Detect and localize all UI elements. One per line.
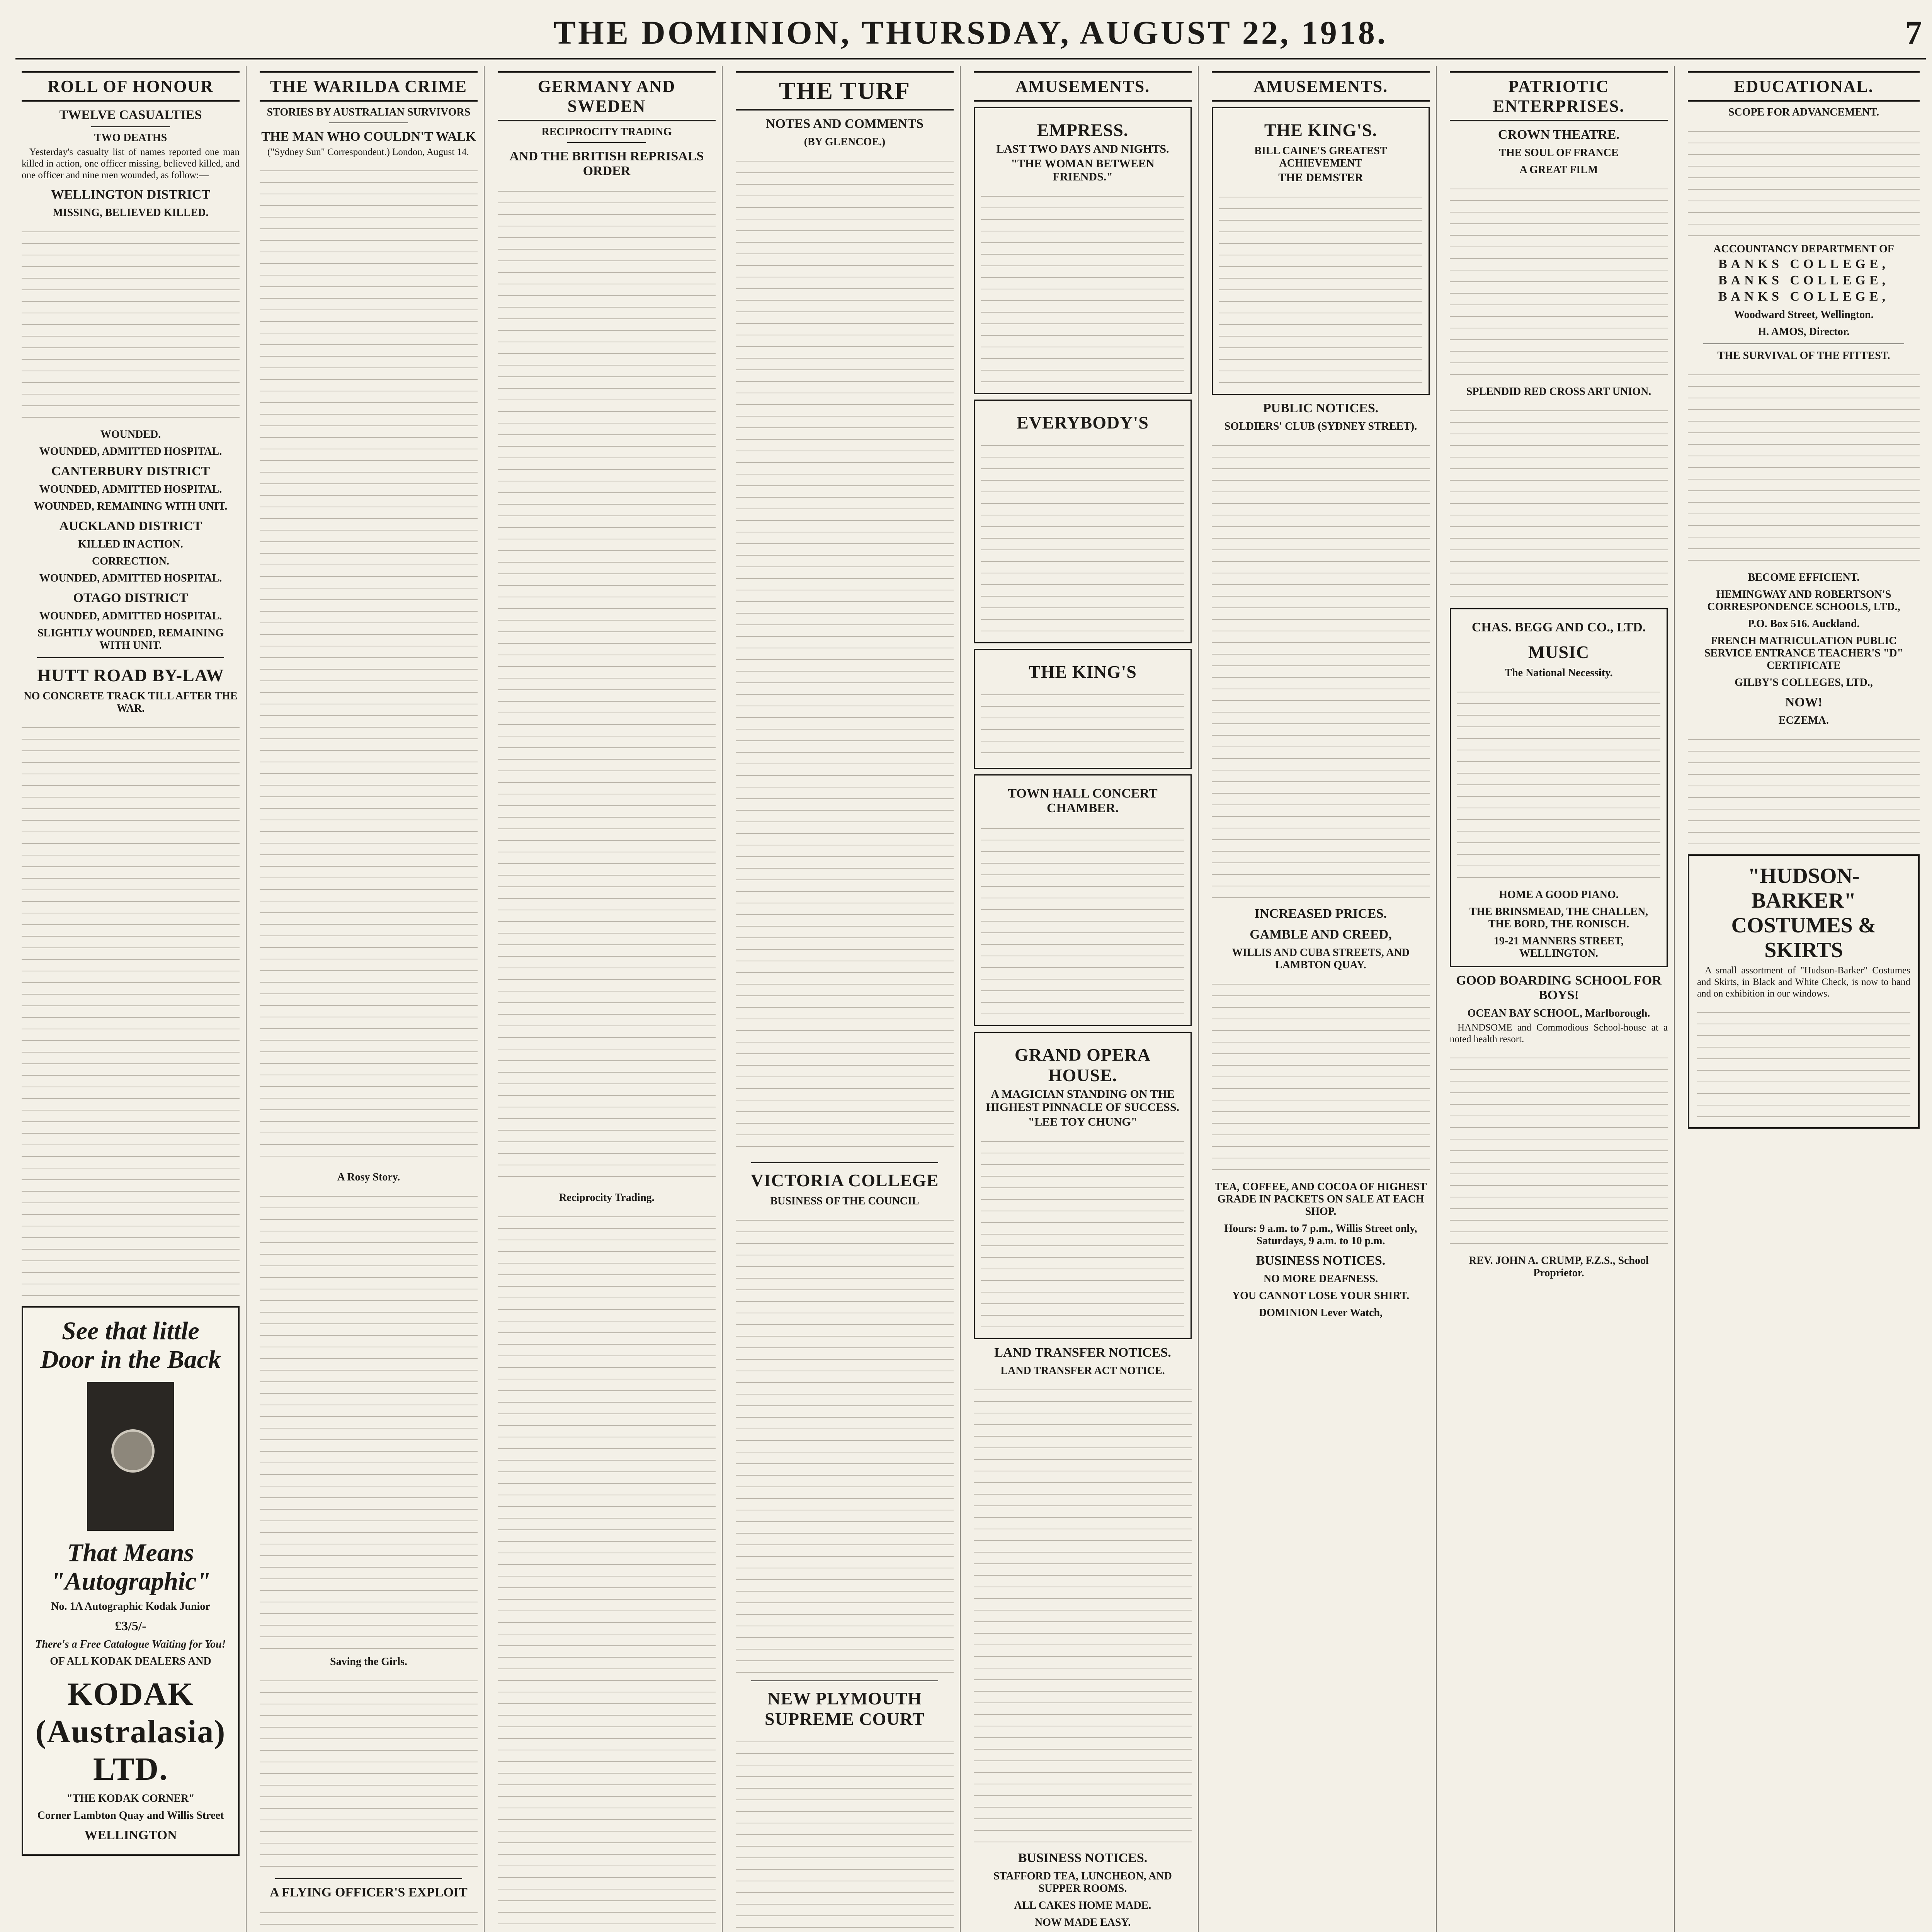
council-subhead: BUSINESS OF THE COUNCIL	[770, 1195, 919, 1207]
auckland-wounded-heading: WOUNDED, ADMITTED HOSPITAL.	[39, 572, 222, 584]
scope-line: SCOPE FOR ADVANCEMENT.	[1728, 106, 1879, 118]
proprietor-line: REV. JOHN A. CRUMP, F.Z.S., School Proprietor.	[1469, 1255, 1649, 1279]
deafness-heading: NO MORE DEAFNESS.	[1263, 1273, 1378, 1285]
soldiers-club-accounts	[1212, 437, 1430, 900]
ocean-bay-line: OCEAN BAY SCHOOL, Marlborough.	[1467, 1007, 1650, 1019]
column-amusements-2	[1206, 66, 1437, 1932]
manners-street-line: 19-21 MANNERS STREET, WELLINGTON.	[1493, 935, 1624, 959]
begg-music-ad	[1450, 608, 1668, 967]
rosy-story-article	[260, 1187, 478, 1651]
rosy-story-subhead: A Rosy Story.	[337, 1171, 400, 1183]
turf-subhead: NOTES AND COMMENTS	[765, 117, 924, 131]
increased-prices-heading: INCREASED PRICES.	[1255, 906, 1387, 921]
land-transfer-notices-heading: LAND TRANSFER NOTICES.	[994, 1345, 1171, 1360]
empress-line-1: LAST TWO DAYS AND NIGHTS.	[996, 143, 1169, 155]
business-notices-heading: BUSINESS NOTICES.	[1018, 1851, 1148, 1865]
survival-heading: THE SURVIVAL OF THE FITTEST.	[1717, 350, 1890, 362]
roll-of-honour-heading: ROLL OF HONOUR	[22, 71, 240, 102]
kodak-camera-illustration	[87, 1382, 174, 1531]
town-hall-ad	[974, 774, 1192, 1026]
reciprocity-trading-subhead: Reciprocity Trading.	[559, 1192, 655, 1204]
director-line: H. AMOS, Director.	[1758, 326, 1850, 338]
land-transfer-act-heading: LAND TRANSFER ACT NOTICE.	[1000, 1365, 1165, 1377]
germany-sweden-heading: GERMANY AND SWEDEN	[498, 71, 716, 121]
public-notices-heading: PUBLIC NOTICES.	[1263, 401, 1379, 415]
canterbury-remaining-heading: WOUNDED, REMAINING WITH UNIT.	[34, 500, 228, 512]
turf-heading: THE TURF	[736, 71, 954, 111]
banks-college-line: BANKS COLLEGE,	[1718, 289, 1889, 304]
turf-byline: (BY GLENCOE.)	[804, 136, 886, 148]
canterbury-district-heading: CANTERBURY DISTRICT	[51, 464, 210, 478]
banks-college-line: BANKS COLLEGE,	[1718, 257, 1889, 271]
eczema-text	[1688, 731, 1920, 847]
soldiers-club-heading: SOLDIERS' CLUB (SYDNEY STREET).	[1224, 420, 1417, 432]
accountancy-dept-line: ACCOUNTANCY DEPARTMENT OF	[1713, 243, 1894, 255]
national-necessity-line: The National Necessity.	[1505, 667, 1613, 679]
hemingway-line: HEMINGWAY AND ROBERTSON'S CORRESPONDENCE SCHOOLS, LTD.,	[1707, 588, 1900, 613]
crown-theatre-details	[1450, 180, 1668, 381]
costume-body: A small assortment of "Hudson-Barker" Costumes and Skirts, in Black and White Check, is now to hand and on exhibition in our windows.	[1697, 965, 1910, 999]
amusements-heading-2: AMUSEMENTS.	[1212, 71, 1430, 102]
auckland-correction-heading: CORRECTION.	[92, 555, 169, 567]
gamble-creed-heading: GAMBLE AND CREED,	[1250, 927, 1392, 942]
wounded-heading: WOUNDED.	[100, 429, 161, 440]
town-hall-details	[981, 820, 1184, 1020]
empress-details	[981, 187, 1184, 388]
auckland-killed-heading: KILLED IN ACTION.	[78, 538, 183, 550]
newspaper-title: THE DOMINION, THURSDAY, AUGUST 22, 1918.	[553, 14, 1388, 51]
kodak-headline-3: "Autographic"	[50, 1567, 211, 1595]
everybodys-ad	[974, 400, 1192, 643]
gamble-creed-text	[1212, 975, 1430, 1176]
column-roll-of-honour	[15, 66, 247, 1932]
empress-title: EMPRESS.	[1037, 120, 1129, 140]
warilda-heading: THE WARILDA CRIME	[260, 71, 478, 102]
costume-title: "HUDSON-BARKER" COSTUMES & SKIRTS	[1731, 864, 1876, 962]
grand-opera-details	[981, 1133, 1184, 1333]
divider	[91, 126, 170, 127]
patriotic-heading: PATRIOTIC ENTERPRISES.	[1450, 71, 1668, 121]
divider	[567, 142, 646, 143]
kings-theatre-details	[1219, 188, 1422, 389]
divider	[751, 1162, 938, 1163]
warilda-article	[260, 162, 478, 1167]
saving-girls-subhead: Saving the Girls.	[330, 1656, 407, 1668]
turf-article	[736, 152, 954, 1157]
kings-theatre-ad	[1212, 107, 1430, 395]
stafford-heading: STAFFORD TEA, LUNCHEON, AND SUPPER ROOMS.	[993, 1870, 1172, 1895]
gamble-creed-address: WILLIS AND CUBA STREETS, AND LAMBTON QUAY.	[1232, 947, 1410, 971]
survival-text	[1688, 366, 1920, 567]
column-amusements-1	[968, 66, 1199, 1932]
hutt-road-article	[22, 719, 240, 1298]
flying-officer-article	[260, 1904, 478, 1932]
kodak-free-catalogue: There's a Free Catalogue Waiting for You!	[35, 1638, 226, 1650]
divider	[751, 1680, 938, 1681]
empress-line-2: "THE WOMAN BETWEEN FRIENDS."	[1011, 157, 1155, 183]
everybodys-title: EVERYBODY'S	[1017, 413, 1149, 432]
french-matriculation-line: FRENCH MATRICULATION PUBLIC SERVICE ENTRANCE TEACHER'S "D" CERTIFICATE	[1704, 635, 1903, 672]
kodak-dealers: OF ALL KODAK DEALERS AND	[50, 1655, 211, 1667]
new-plymouth-heading: NEW PLYMOUTH SUPREME COURT	[765, 1689, 925, 1729]
po-box-line: P.O. Box 516. Auckland.	[1748, 618, 1860, 630]
reciprocity-subhead: RECIPROCITY TRADING	[541, 126, 672, 138]
masthead	[15, 12, 1926, 60]
canterbury-wounded-heading: WOUNDED, ADMITTED HOSPITAL.	[39, 483, 222, 495]
dominion-watch-heading: DOMINION Lever Watch,	[1259, 1307, 1383, 1319]
tea-coffee-line: TEA, COFFEE, AND COCOA OF HIGHEST GRADE IN PACKETS ON SALE AT EACH SHOP.	[1214, 1181, 1427, 1218]
divider	[329, 122, 408, 123]
home-piano-line: HOME A GOOD PIANO.	[1499, 889, 1619, 901]
shirt-heading: YOU CANNOT LOSE YOUR SHIRT.	[1232, 1290, 1410, 1302]
grand-opera-title: GRAND OPERA HOUSE.	[1014, 1045, 1151, 1085]
amusements-heading: AMUSEMENTS.	[974, 71, 1192, 102]
piano-brands-line: THE BRINSMEAD, THE CHALLEN, THE BORD, THE RONISCH.	[1469, 906, 1648, 930]
casualty-list	[22, 223, 240, 424]
hutt-road-subhead: NO CONCRETE TRACK TILL AFTER THE WAR.	[24, 690, 238, 714]
educational-heading: EDUCATIONAL.	[1688, 71, 1920, 102]
boarding-school-heading: GOOD BOARDING SCHOOL FOR BOYS!	[1456, 973, 1662, 1002]
page-number: 7	[1905, 14, 1922, 51]
school-details	[1450, 1049, 1668, 1250]
victoria-college-article	[736, 1211, 954, 1675]
great-film-line: A GREAT FILM	[1519, 164, 1598, 176]
woodward-line: Woodward Street, Wellington.	[1734, 309, 1874, 321]
column-patriotic	[1444, 66, 1675, 1932]
music-line: MUSIC	[1528, 642, 1590, 662]
reprisals-subhead: AND THE BRITISH REPRISALS ORDER	[509, 149, 704, 178]
costume-details	[1697, 1003, 1910, 1119]
auckland-district-heading: AUCKLAND DISTRICT	[59, 519, 202, 533]
soul-of-france-line: THE SOUL OF FRANCE	[1499, 147, 1619, 159]
two-deaths-subhead: TWO DEATHS	[94, 132, 167, 144]
red-cross-art-union: SPLENDID RED CROSS ART UNION.	[1466, 386, 1651, 398]
grand-opera-ad	[974, 1032, 1192, 1339]
victoria-college-heading: VICTORIA COLLEGE	[750, 1170, 939, 1190]
kodak-price: £3/5/-	[115, 1619, 146, 1633]
new-plymouth-article	[736, 1733, 954, 1932]
column-germany-sweden	[492, 66, 723, 1932]
warilda-dateline: ("Sydney Sun" Correspondent.) London, August 14.	[267, 147, 469, 157]
bill-caine-line: BILL CAINE'S GREATEST ACHIEVEMENT	[1254, 145, 1387, 169]
warilda-subhead-2: THE MAN WHO COULDN'T WALK	[261, 129, 476, 144]
grand-opera-line-1: A MAGICIAN STANDING ON THE HIGHEST PINNACLE OF SUCCESS.	[986, 1088, 1180, 1114]
column-educational	[1682, 66, 1926, 1932]
kodak-address: Corner Lambton Quay and Willis Street	[37, 1810, 224, 1821]
handsome-line: HANDSOME and Commodious School-house at a noted health resort.	[1450, 1022, 1668, 1044]
banks-college-line: BANKS COLLEGE,	[1718, 273, 1889, 287]
column-turf	[730, 66, 961, 1932]
warilda-subhead: STORIES BY AUSTRALIAN SURVIVORS	[267, 106, 471, 118]
cakes-line: ALL CAKES HOME MADE.	[1014, 1900, 1151, 1912]
wounded-admitted-heading: WOUNDED, ADMITTED HOSPITAL.	[39, 446, 222, 457]
reciprocity-article	[498, 1208, 716, 1932]
now-line: NOW!	[1785, 695, 1823, 709]
kings-title: THE KING'S	[1029, 662, 1137, 682]
grand-opera-line-2: "LEE TOY CHUNG"	[1028, 1116, 1138, 1128]
crown-theatre-heading: CROWN THEATRE.	[1498, 128, 1620, 142]
kodak-city: WELLINGTON	[84, 1828, 177, 1842]
kodak-logo-text: KODAK (Australasia) LTD.	[35, 1676, 226, 1787]
kings-theatre-title: THE KING'S.	[1264, 120, 1378, 140]
everybodys-details	[981, 437, 1184, 638]
accountancy-text	[1688, 122, 1920, 238]
kodak-headline-2: That Means	[67, 1539, 194, 1567]
land-transfer-text	[974, 1381, 1192, 1845]
gilby-line: GILBY'S COLLEGES, LTD.,	[1735, 677, 1873, 689]
eczema-heading: ECZEMA.	[1779, 714, 1829, 726]
casualty-intro: Yesterday's casualty list of names reported one man killed in action, one officer missing, believed killed, and one officer and nine men wounded, as follow:—	[22, 147, 240, 180]
otago-district-heading: OTAGO DISTRICT	[73, 591, 188, 605]
divider	[275, 1878, 462, 1879]
easy-line: NOW MADE EASY.	[1034, 1917, 1131, 1929]
kodak-advertisement	[22, 1306, 240, 1856]
kodak-corner: "THE KODAK CORNER"	[66, 1793, 195, 1804]
empress-ad	[974, 107, 1192, 394]
art-union-details	[1450, 402, 1668, 603]
germany-sweden-article	[498, 182, 716, 1187]
begg-details	[1457, 683, 1660, 884]
become-efficient-line: BECOME EFFICIENT.	[1748, 571, 1860, 583]
kings-details	[981, 686, 1184, 763]
divider	[37, 657, 224, 658]
camera-lens-icon	[111, 1429, 155, 1473]
hutt-road-heading: HUTT ROAD BY-LAW	[37, 665, 224, 685]
hours-line: Hours: 9 a.m. to 7 p.m., Willis Street only, Saturdays, 9 a.m. to 10 p.m.	[1224, 1223, 1417, 1247]
wellington-district-heading: WELLINGTON DISTRICT	[51, 187, 211, 202]
kings-ad	[974, 649, 1192, 769]
business-notices-heading-2: BUSINESS NOTICES.	[1256, 1253, 1386, 1268]
otago-slightly-heading: SLIGHTLY WOUNDED, REMAINING WITH UNIT.	[37, 627, 224, 651]
hudson-barker-ad	[1688, 854, 1920, 1129]
column-warilda-crime	[253, 66, 485, 1932]
missing-heading: MISSING, BELIEVED KILLED.	[53, 207, 209, 219]
begg-heading: CHAS. BEGG AND CO., LTD.	[1471, 620, 1646, 634]
otago-wounded-heading: WOUNDED, ADMITTED HOSPITAL.	[39, 610, 222, 622]
twelve-casualties-subhead: TWELVE CASUALTIES	[59, 108, 202, 122]
demster-line: THE DEMSTER	[1278, 171, 1363, 184]
town-hall-title: TOWN HALL CONCERT CHAMBER.	[1008, 786, 1158, 815]
kodak-headline-1: See that little Door in the Back	[40, 1317, 221, 1374]
saving-girls-article	[260, 1672, 478, 1873]
flying-officer-heading: A FLYING OFFICER'S EXPLOIT	[270, 1885, 468, 1900]
kodak-model-caption: No. 1A Autographic Kodak Junior	[51, 1600, 210, 1612]
